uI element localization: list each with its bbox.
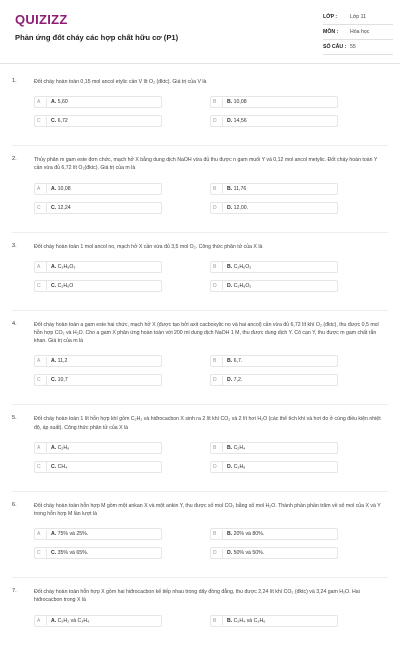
option-text bbox=[227, 377, 242, 383]
option-value: C₂H₆O₂ bbox=[233, 263, 252, 270]
meta-row-class bbox=[323, 10, 393, 25]
question-divider bbox=[12, 404, 388, 405]
answer-option[interactable] bbox=[210, 373, 386, 387]
option-text bbox=[51, 618, 89, 624]
answer-option-box[interactable] bbox=[34, 96, 162, 108]
option-value: C₃H₈O₂ bbox=[233, 282, 252, 289]
question-number: 7. bbox=[12, 588, 17, 595]
option-value: C₃H₈O₃ bbox=[57, 263, 76, 270]
option-text bbox=[227, 531, 264, 537]
option-text bbox=[227, 99, 247, 105]
option-value: 50% và 50%. bbox=[233, 550, 265, 557]
answer-option-box[interactable] bbox=[34, 261, 162, 273]
question-number: 2. bbox=[12, 156, 17, 163]
answer-option[interactable] bbox=[210, 201, 386, 215]
option-value: 6,7. bbox=[233, 358, 243, 365]
option-text bbox=[227, 358, 242, 364]
option-letter: C bbox=[37, 462, 47, 471]
answer-option[interactable] bbox=[210, 527, 386, 541]
option-value: 11,2 bbox=[57, 358, 68, 365]
option-value: 12,24 bbox=[57, 204, 71, 211]
option-letter: A bbox=[37, 98, 47, 107]
quizizz-logo: QUIZIZZ bbox=[15, 12, 68, 27]
question-divider bbox=[12, 577, 388, 578]
option-letter: A bbox=[37, 443, 47, 452]
option-label: C. bbox=[51, 550, 57, 557]
question-item bbox=[0, 156, 400, 219]
option-letter: A bbox=[37, 184, 47, 193]
meta-value: Lớp 11 bbox=[350, 14, 366, 20]
option-letter: C bbox=[37, 203, 47, 212]
answer-option[interactable] bbox=[34, 260, 210, 274]
option-text bbox=[227, 283, 251, 289]
answer-option[interactable] bbox=[210, 114, 386, 128]
question-number: 6. bbox=[12, 501, 17, 508]
question-text: Đốt cháy hoàn toàn 1 mol ancol no, mạch hở X cần vừa đủ 3,5 mol O₂. Công thức phân tử của X là bbox=[34, 243, 263, 250]
answer-option-box[interactable] bbox=[210, 183, 338, 195]
answer-option-box[interactable] bbox=[34, 615, 162, 627]
option-label: C. bbox=[51, 118, 57, 125]
option-letter: D bbox=[213, 549, 223, 558]
option-text bbox=[51, 99, 68, 105]
option-text bbox=[51, 118, 68, 124]
meta-row-subject bbox=[323, 25, 393, 40]
option-text bbox=[51, 186, 71, 192]
option-letter: A bbox=[37, 530, 47, 539]
question-number: 5. bbox=[12, 415, 17, 422]
answer-option[interactable] bbox=[34, 527, 210, 541]
option-letter: B bbox=[213, 98, 223, 107]
option-text bbox=[227, 464, 245, 470]
option-value: 10,08 bbox=[233, 99, 247, 106]
option-text bbox=[51, 445, 69, 451]
option-letter: A bbox=[37, 262, 47, 271]
answer-options bbox=[34, 614, 386, 633]
option-text bbox=[51, 531, 88, 537]
question-item bbox=[0, 243, 400, 298]
question-divider bbox=[12, 232, 388, 233]
answer-option[interactable] bbox=[34, 114, 210, 128]
question-text: Đốt cháy hoàn toàn 1 lít hỗn hợp khí gồm C₂H₂ và hiđrocacbon X sinh ra 2 lít khí CO₂ và 2 lít hơi H₂O (các thể tích khí và hơi đo ở cùng điều kiện nhiệt độ, áp suất). Công thức phân tử của X là bbox=[34, 416, 381, 431]
option-text bbox=[51, 358, 67, 364]
option-text bbox=[227, 118, 247, 124]
worksheet-title: Phản ứng đốt cháy các hợp chất hữu cơ (P1) bbox=[15, 33, 179, 42]
answer-option-box[interactable] bbox=[210, 374, 338, 386]
option-value: CH₄ bbox=[57, 463, 68, 470]
answer-option-box[interactable] bbox=[210, 280, 338, 292]
answer-option[interactable] bbox=[34, 182, 210, 196]
meta-key: MÔN : bbox=[323, 29, 339, 35]
option-letter: C bbox=[37, 376, 47, 385]
option-value: C₂H₆O bbox=[57, 282, 74, 289]
answer-option[interactable] bbox=[34, 373, 210, 387]
option-label: D. bbox=[227, 463, 233, 470]
answer-option-box[interactable] bbox=[34, 374, 162, 386]
answer-option-box[interactable] bbox=[34, 528, 162, 540]
option-label: C. bbox=[51, 204, 57, 211]
option-value: 35% và 65%. bbox=[57, 550, 89, 557]
meta-row-count bbox=[323, 40, 393, 55]
option-label: D. bbox=[227, 204, 233, 211]
option-value: C₂H₄ và C₃H₆ bbox=[233, 617, 266, 624]
question-number: 1. bbox=[12, 78, 17, 84]
option-label: A. bbox=[51, 263, 57, 270]
option-text bbox=[227, 550, 264, 556]
question-item bbox=[0, 321, 400, 393]
option-letter: D bbox=[213, 462, 223, 471]
answer-options bbox=[34, 354, 386, 392]
option-text bbox=[227, 264, 251, 270]
question-item bbox=[0, 78, 400, 133]
answer-options bbox=[34, 260, 386, 298]
answer-option[interactable] bbox=[210, 95, 386, 109]
option-letter: C bbox=[37, 549, 47, 558]
option-value: 20% và 80%. bbox=[233, 531, 265, 538]
option-label: B. bbox=[227, 444, 233, 451]
answer-option-box[interactable] bbox=[210, 261, 338, 273]
answer-option[interactable] bbox=[210, 260, 386, 274]
question-text: Đốt cháy hoàn toàn hỗn hợp X gồm hai hiđrocacbon kế tiếp nhau trong dãy đồng đẳng, thu được 2,24 lít khí CO₂ (đktc) và 3,24 gam H₂O. Hai hiđrocacbon trong X là bbox=[34, 589, 360, 604]
answer-options bbox=[34, 441, 386, 479]
answer-option-box[interactable] bbox=[210, 96, 338, 108]
answer-option[interactable] bbox=[210, 279, 386, 293]
option-letter: D bbox=[213, 203, 223, 212]
answer-option[interactable] bbox=[210, 546, 386, 560]
option-value: 10,08 bbox=[57, 185, 71, 192]
question-item bbox=[0, 502, 400, 565]
option-label: A. bbox=[51, 444, 57, 451]
meta-value: Hóa học bbox=[350, 29, 370, 35]
option-label: D. bbox=[227, 550, 233, 557]
option-text bbox=[51, 550, 88, 556]
option-label: D. bbox=[227, 282, 233, 289]
option-label: B. bbox=[227, 185, 233, 192]
answer-option[interactable] bbox=[34, 279, 210, 293]
option-value: 12,00. bbox=[233, 204, 249, 211]
option-label: C. bbox=[51, 377, 57, 384]
answer-option-box[interactable] bbox=[210, 615, 338, 627]
option-letter: A bbox=[37, 616, 47, 625]
option-label: A. bbox=[51, 185, 57, 192]
question-text: Đốt cháy hoàn toàn 0,15 mol ancol etylic cần V lít O₂ (đktc). Giá trị của V là bbox=[34, 79, 207, 85]
option-letter: D bbox=[213, 281, 223, 290]
answer-option-box[interactable] bbox=[210, 355, 338, 367]
answer-options bbox=[34, 182, 386, 220]
option-text bbox=[227, 618, 265, 624]
answer-option-box[interactable] bbox=[34, 355, 162, 367]
option-letter: C bbox=[37, 281, 47, 290]
option-value: 5,60 bbox=[57, 99, 68, 106]
option-value: 11,76 bbox=[233, 185, 247, 192]
answer-option[interactable] bbox=[210, 354, 386, 368]
answer-option[interactable] bbox=[210, 614, 386, 628]
answer-option[interactable] bbox=[34, 614, 210, 628]
answer-option-box[interactable] bbox=[210, 547, 338, 559]
option-label: B. bbox=[227, 358, 233, 365]
answer-option-box[interactable] bbox=[34, 442, 162, 454]
option-label: C. bbox=[51, 282, 57, 289]
option-value: C₂H₄ bbox=[233, 444, 246, 451]
meta-value: 55 bbox=[350, 44, 356, 50]
option-letter: B bbox=[213, 184, 223, 193]
option-value: 7,2. bbox=[233, 377, 243, 384]
answer-option[interactable] bbox=[34, 546, 210, 560]
answer-option-box[interactable] bbox=[34, 183, 162, 195]
option-label: A. bbox=[51, 358, 57, 365]
question-divider bbox=[12, 491, 388, 492]
meta-key: SỐ CÂU : bbox=[323, 44, 347, 50]
answer-options bbox=[34, 527, 386, 565]
option-value: C₂H₆ bbox=[57, 444, 70, 451]
question-list bbox=[0, 78, 400, 645]
option-value: 10,7 bbox=[57, 377, 68, 384]
option-letter: B bbox=[213, 443, 223, 452]
answer-option[interactable] bbox=[34, 201, 210, 215]
option-label: B. bbox=[227, 531, 233, 538]
question-text: Thủy phân m gam este đơn chức, mạch hở X bằng dung dịch NaOH vừa đủ thu được n gam muối Y và 0,12 mol ancol metylic. Đốt cháy hoàn toàn Y cần vừa đủ 6,72 lít O₂(đktc). Giá trị của m là bbox=[34, 157, 378, 172]
option-label: D. bbox=[227, 377, 233, 384]
answer-option-box[interactable] bbox=[34, 461, 162, 473]
answer-option-box[interactable] bbox=[34, 280, 162, 292]
option-value: 14,56 bbox=[233, 118, 247, 125]
option-label: D. bbox=[227, 118, 233, 125]
option-value: 6,72 bbox=[57, 118, 68, 125]
question-number: 3. bbox=[12, 242, 17, 249]
option-label: A. bbox=[51, 99, 57, 106]
question-number: 4. bbox=[12, 320, 17, 327]
option-letter: B bbox=[213, 616, 223, 625]
option-letter: B bbox=[213, 530, 223, 539]
option-value: C₃H₈ bbox=[233, 463, 246, 470]
answer-option-box[interactable] bbox=[210, 461, 338, 473]
option-text bbox=[51, 205, 71, 211]
option-letter: B bbox=[213, 262, 223, 271]
answer-option[interactable] bbox=[210, 182, 386, 196]
question-item bbox=[0, 588, 400, 632]
option-letter: D bbox=[213, 117, 223, 126]
question-text: Đốt cháy hoàn toàn hỗn hợp M gồm một ankan X và một ankin Y, thu được số mol CO₂ bằng số mol H₂O. Thành phần phần trăm về số mol của X và Y trong hỗn hợp M lần lượt là bbox=[34, 502, 381, 518]
answer-option[interactable] bbox=[34, 95, 210, 109]
option-text bbox=[51, 464, 67, 470]
question-divider bbox=[12, 310, 388, 311]
option-letter: B bbox=[213, 357, 223, 366]
option-text bbox=[227, 445, 245, 451]
answer-option[interactable] bbox=[210, 460, 386, 474]
option-text bbox=[227, 186, 246, 192]
option-label: B. bbox=[227, 263, 233, 270]
question-item bbox=[0, 415, 400, 478]
answer-option-box[interactable] bbox=[210, 202, 338, 214]
option-letter: D bbox=[213, 376, 223, 385]
answer-option-box[interactable] bbox=[34, 202, 162, 214]
option-label: C. bbox=[51, 463, 57, 470]
meta-key: LỚP : bbox=[323, 14, 338, 20]
answer-option[interactable] bbox=[34, 354, 210, 368]
option-value: 75% và 25%. bbox=[57, 531, 89, 538]
question-text: Đốt cháy hoàn toàn a gam este hai chức, mạch hở X (được tạo bởi axit cacboxylic no và hai ancol) cần vừa đủ 6,72 lít khí O₂ (đktc), thu được 0,5 mol hỗn hợp CO₂ và H₂O. Cho a gam X phản ứng hoàn toàn với 200 ml dung dịch NaOH 1 M, thu được dung dịch Y. Cô cạn Y, thu được m gam chất rắn khan. Giá trị của m là bbox=[34, 321, 379, 345]
option-label: B. bbox=[227, 617, 233, 624]
answer-option-box[interactable] bbox=[210, 528, 338, 540]
worksheet-header bbox=[0, 0, 400, 64]
answer-option-box[interactable] bbox=[34, 115, 162, 127]
worksheet-meta bbox=[323, 10, 393, 55]
answer-option-box[interactable] bbox=[210, 442, 338, 454]
option-label: A. bbox=[51, 531, 57, 538]
option-value: C₂H₂ và C₃H₄ bbox=[57, 617, 90, 624]
question-divider bbox=[12, 145, 388, 146]
answer-option[interactable] bbox=[210, 441, 386, 455]
option-text bbox=[51, 264, 76, 270]
option-text bbox=[51, 283, 73, 289]
answer-option[interactable] bbox=[34, 441, 210, 455]
answer-option-box[interactable] bbox=[210, 115, 338, 127]
option-text bbox=[227, 205, 248, 211]
option-label: B. bbox=[227, 99, 233, 106]
option-letter: A bbox=[37, 357, 47, 366]
option-text bbox=[51, 377, 68, 383]
option-letter: C bbox=[37, 117, 47, 126]
answer-option[interactable] bbox=[34, 460, 210, 474]
answer-option-box[interactable] bbox=[34, 547, 162, 559]
option-label: A. bbox=[51, 617, 57, 624]
answer-options bbox=[34, 95, 386, 133]
